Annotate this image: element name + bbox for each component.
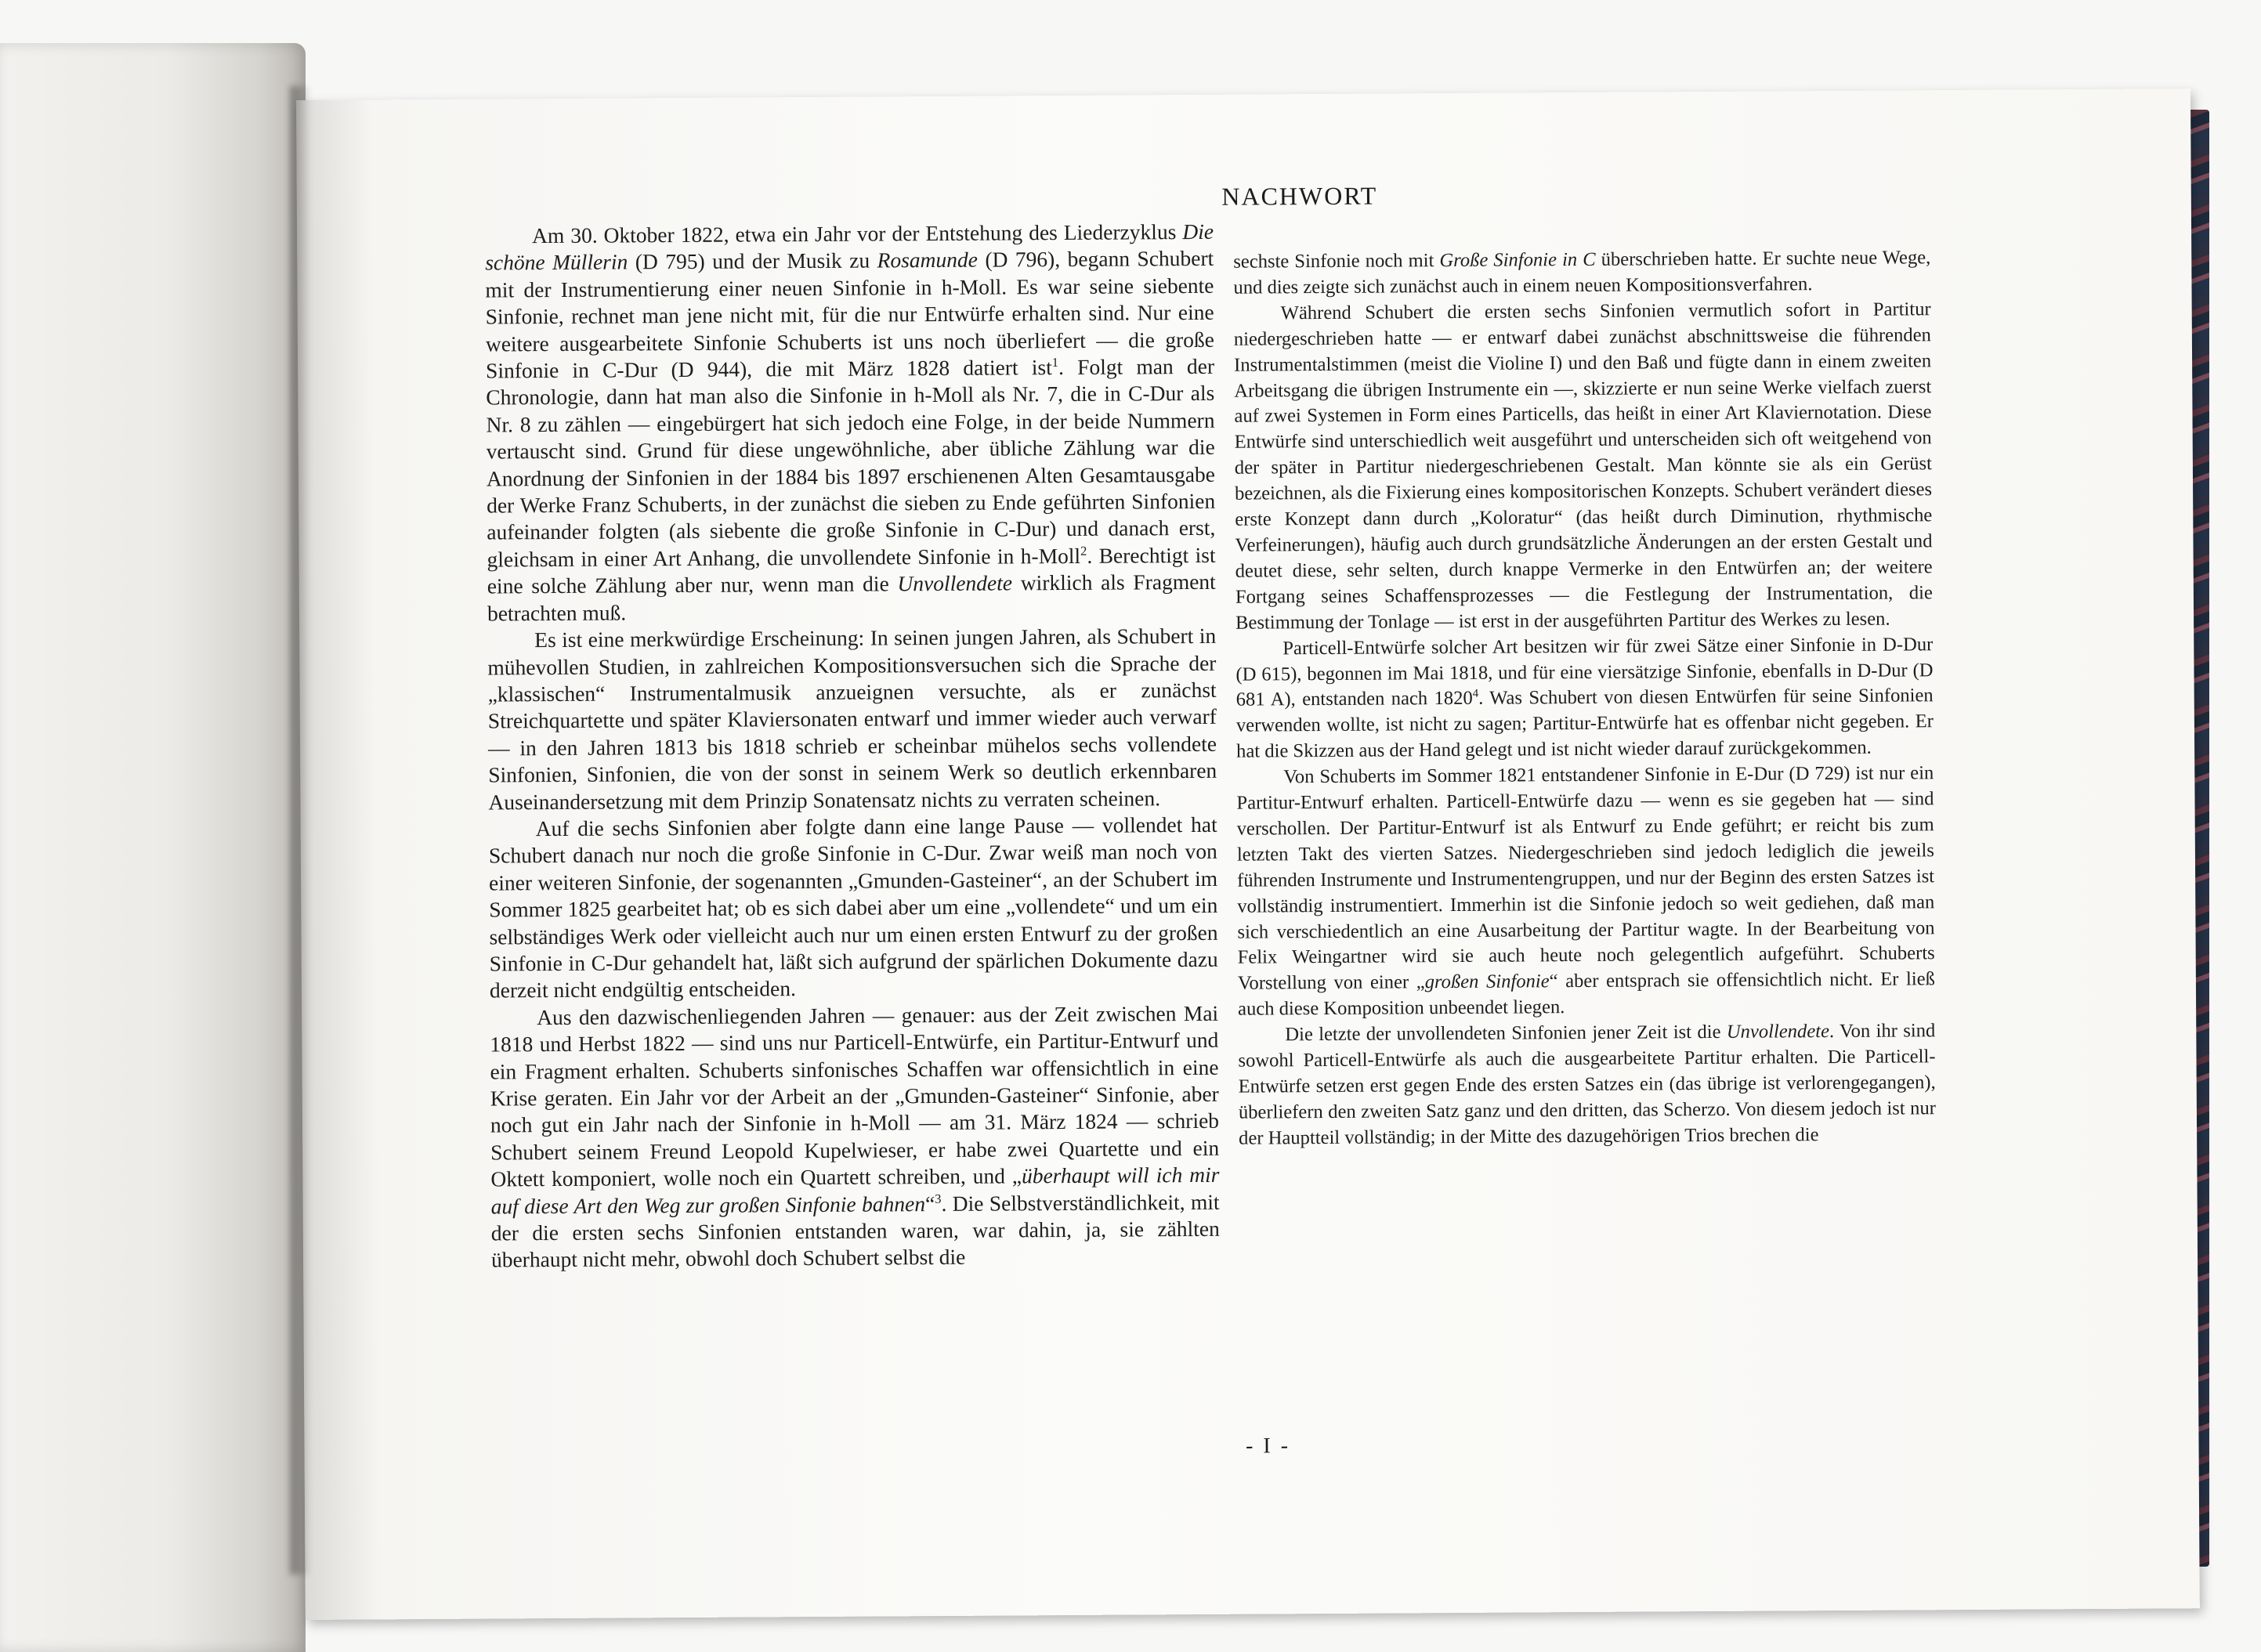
text-run: (D 795) und der Musik zu <box>628 248 877 274</box>
left-page <box>0 43 306 1652</box>
text-run: überschrieben hatte. Er suchte neue Wege, und dies zeigte sich zunächst auch in einem neuen Kompositionsverfahren. <box>1233 247 1931 298</box>
text-run: Aus den dazwischenliegenden Jahren — genauer: aus der Zeit zwischen Mai 1818 und Herbst 1822 — sind uns nur Particell-Entwürfe, ein Partitur-Entwurf und ein Fragment erhalten. Schuberts sinfonisches Schaffen war offensichtlich in eine Krise geraten. Ein Jahr vor der Arbeit an der „Gmunden-Gasteiner“ Sinfonie, aber noch gut ein Jahr nach der Sinfonie in h-Moll — am 31. März 1824 — schrieb Schubert seinem Freund Leopold Kupelwieser, er habe zwei Quartette und ein Oktett komponiert, wolle noch ein Quartett schreiben, und „ <box>490 1000 1220 1191</box>
paragraph <box>1236 761 1935 1022</box>
text-run: wirklich als Fragment betrachten muß. <box>487 569 1216 626</box>
paragraph <box>1238 1018 1936 1151</box>
footnote-marker: 2 <box>1080 543 1087 558</box>
italic-text: Unvollendete <box>1726 1021 1830 1043</box>
italic-text: Unvollendete <box>897 570 1013 596</box>
footnote-marker: 3 <box>935 1191 942 1206</box>
right-page <box>296 89 2200 1620</box>
book-gutter-shadow <box>290 86 309 1574</box>
text-run: Es ist eine merkwürdige Erscheinung: In seinen jungen Jahren, als Schubert in mühevollen Studien, in zahlreichen Kompositionsversuchen sich die Sprache der „klassischen“ Instrumentalmusik anzueignen versuchte, als er zunächst Streichquartette und später Klaviersonaten entwarf und immer wieder auch verwarf — in den Jahren 1813 bis 1818 schrieb er scheinbar mühelos sechs vollendete Sinfonien, Sinfonien, die von der sonst in seinem Werk so deutlich erkennbaren Auseinandersetzung mit dem Prinzip Sonatensatz nichts zu verraten scheinen. <box>487 623 1217 815</box>
text-run: . Folgt man der Chronologie, dann hat man also die Sinfonie in h-Moll als Nr. 7, die in C-Dur als Nr. 8 zu zählen — eingebürgert hat sich jedoch eine Folge, in der beide Nummern vertauscht sind. Grund für diese ungewöhnliche, aber übliche Zählung war die Anordnung der Sinfonien in der 1884 bis 1897 erschienenen Alten Gesamtausgabe der Werke Franz Schuberts, in der zunächst die sieben zu Ende geführten Sinfonien aufeinander folgten (als siebente die große Sinfonie in C-Dur) und danach erst, gleichsam in einer Art Anhang, die unvollendete Sinfonie in h-Moll <box>486 353 1216 572</box>
italic-text: überhaupt will ich mir auf diese Art den Weg zur großen Sinfonie bahnen <box>490 1162 1220 1219</box>
left-text-column <box>485 219 1220 1274</box>
right-text-column <box>1233 245 1936 1151</box>
italic-text: Die schöne Müllerin <box>485 219 1214 275</box>
text-run: Von Schuberts im Sommer 1821 entstandener Sinfonie in E-Dur (D 729) ist nur ein Partitur-Entwurf erhalten. Particell-Entwürfe dazu — wenn es sie gegeben hat — sind verschollen. Der Partitur-Entwurf ist als Entwurf zu Ende geführt; er reicht bis zum letzten Takt des vierten Satzes. Niedergeschrieben sind jedoch lediglich die jeweils führenden Instrumente und Instrumentengruppen, und nur der Beginn des ersten Satzes ist vollständig instrumentiert. Immerhin ist die Sinfonie jedoch so weit gediehen, daß man sich verschiedentlich an eine Ausarbeitung der Partitur wagte. In der Bearbeitung von Felix Weingartner wird sie auch heute noch gelegentlich aufgeführt. Schuberts Vorstellung von einer „ <box>1236 762 1935 995</box>
text-run: Am 30. Oktober 1822, etwa ein Jahr vor der Entstehung des Liederzyklus <box>531 219 1183 248</box>
page-number: - I - <box>1245 1433 1291 1459</box>
page-title: NACHWORT <box>1221 181 1378 211</box>
text-run: . Die Selbstverständlichkeit, mit der die ersten sechs Sinfonien entstanden waren, war dahin, ja, sie zählten überhaupt nicht mehr, obwohl doch Schubert selbst die <box>490 1189 1220 1272</box>
footnote-marker: 1 <box>1051 354 1059 370</box>
text-run: Die letzte der unvollendeten Sinfonien jener Zeit ist die <box>1285 1021 1727 1046</box>
paragraph <box>489 812 1218 1005</box>
text-run: Particell-Entwürfe solcher Art besitzen wir für zwei Sätze einer Sinfonie in D-Dur (D 615), begonnen im Mai 1818, und für eine viersätzige Sinfonie, ebenfalls in D-Dur (D 681 A), entstanden nach 1820 <box>1235 633 1934 711</box>
text-run: sechste Sinfonie noch mit <box>1233 250 1440 273</box>
paragraph <box>490 1000 1220 1274</box>
paragraph <box>485 219 1216 627</box>
paragraph <box>487 623 1217 816</box>
italic-text: großen Sinfonie <box>1424 971 1550 993</box>
paragraph <box>1235 632 1934 765</box>
text-run: Auf die sechs Sinfonien aber folgte dann eine lange Pause — vollendet hat Schubert danach nur noch die große Sinfonie in C-Dur. Zwar weiß man noch von einer weiteren Sinfonie, der sogenannten „Gmunden-Gasteiner“, an der Schubert im Sommer 1825 gearbeitet hat; ob es sich dabei aber um eine „vollendete“ und um ein selbständiges Werk oder vielleicht auch nur um einen ersten Entwurf zu der großen Sinfonie in C-Dur gehandelt hat, läßt sich aufgrund der spärlichen Dokumente dazu derzeit nicht endgültig entscheiden. <box>488 812 1218 1003</box>
paragraph <box>1233 245 1930 301</box>
text-run: . Von ihr sind sowohl Particell-Entwürfe als auch die ausgearbeitete Partitur erhalten. Die Particell-Entwürfe setzen erst gegen Ende des ersten Satzes ein (das übrige ist verlorengegangen), überliefern den zweiten Satz ganz und den dritten, das Scherzo. Von diesem jedoch ist nur der Hauptteil vollständig; in der Mitte des dazugehörigen Trios brechen die <box>1238 1020 1936 1149</box>
text-run: Während Schubert die ersten sechs Sinfonien vermutlich sofort in Partitur niedergeschrieben hatte — er entwarf dabei zunächst abschnittsweise die führenden Instrumentalstimmen (meist die Violine I) und den Baß und fügte dann in einem zweiten Arbeitsgang die übrigen Instrumente ein —, skizzierte er nun seine Werke vielfach zuerst auf zwei Systemen in Form eines Particells, das heißt in einer Art Klaviernotation. Diese Entwürfe sind unterschiedlich weit ausgeführt und unterscheiden sich oft weitgehend von der später in Partitur niedergeschriebenen Gestalt. Man könnte sie als ein Gerüst bezeichnen, als die Fixierung eines kompositorischen Konzepts. Schubert verändert dieses erste Konzept dann durch „Koloratur“ (das heißt durch Diminution, rhythmische Verfeinerungen), häufig auch durch grundsätzliche Änderungen an der ersten Gestalt und deutet diese, sehr selten, durch knappe Vermerke in den Entwürfen an; der weitere Fortgang seines Schaffensprozesses — die Festlegung der Instrumentation, die Bestimmung der Tonlage — ist erst in der ausgeführten Partitur des Werkes zu lesen. <box>1233 298 1933 634</box>
italic-text: Große Sinfonie in C <box>1439 248 1596 272</box>
footnote-marker: 4 <box>1472 688 1479 701</box>
text-run: . Was Schubert von diesen Entwürfen für seine Sinfonien verwenden wollte, ist nicht zu sagen; Partitur-Entwürfe hat es offenbar nicht gegeben. Er hat die Skizzen aus der Hand gelegt und ist nicht wieder darauf zurückgekommen. <box>1235 685 1934 762</box>
text-run: . Berechtigt ist eine solche Zählung aber nur, wenn man die <box>487 542 1216 598</box>
text-run: “ aber entsprach sie offensichtlich nicht. Er ließ auch diese Komposition unbeendet liegen. <box>1238 968 1935 1020</box>
text-run: (D 796), begann Schubert mit der Instrumentierung einer neuen Sinfonie in h-Moll. Es war seine siebente Sinfonie, rechnet man jene nicht mit, für die nur Entwürfe erhalten sind. Nur eine weitere ausgearbeitete Sinfonie Schuberts ist uns noch überliefert — die große Sinfonie in C-Dur (D 944), die mit März 1828 datiert ist <box>485 246 1214 383</box>
paragraph <box>1234 297 1934 636</box>
text-run: “ <box>924 1191 935 1216</box>
italic-text: Rosamunde <box>877 248 979 273</box>
